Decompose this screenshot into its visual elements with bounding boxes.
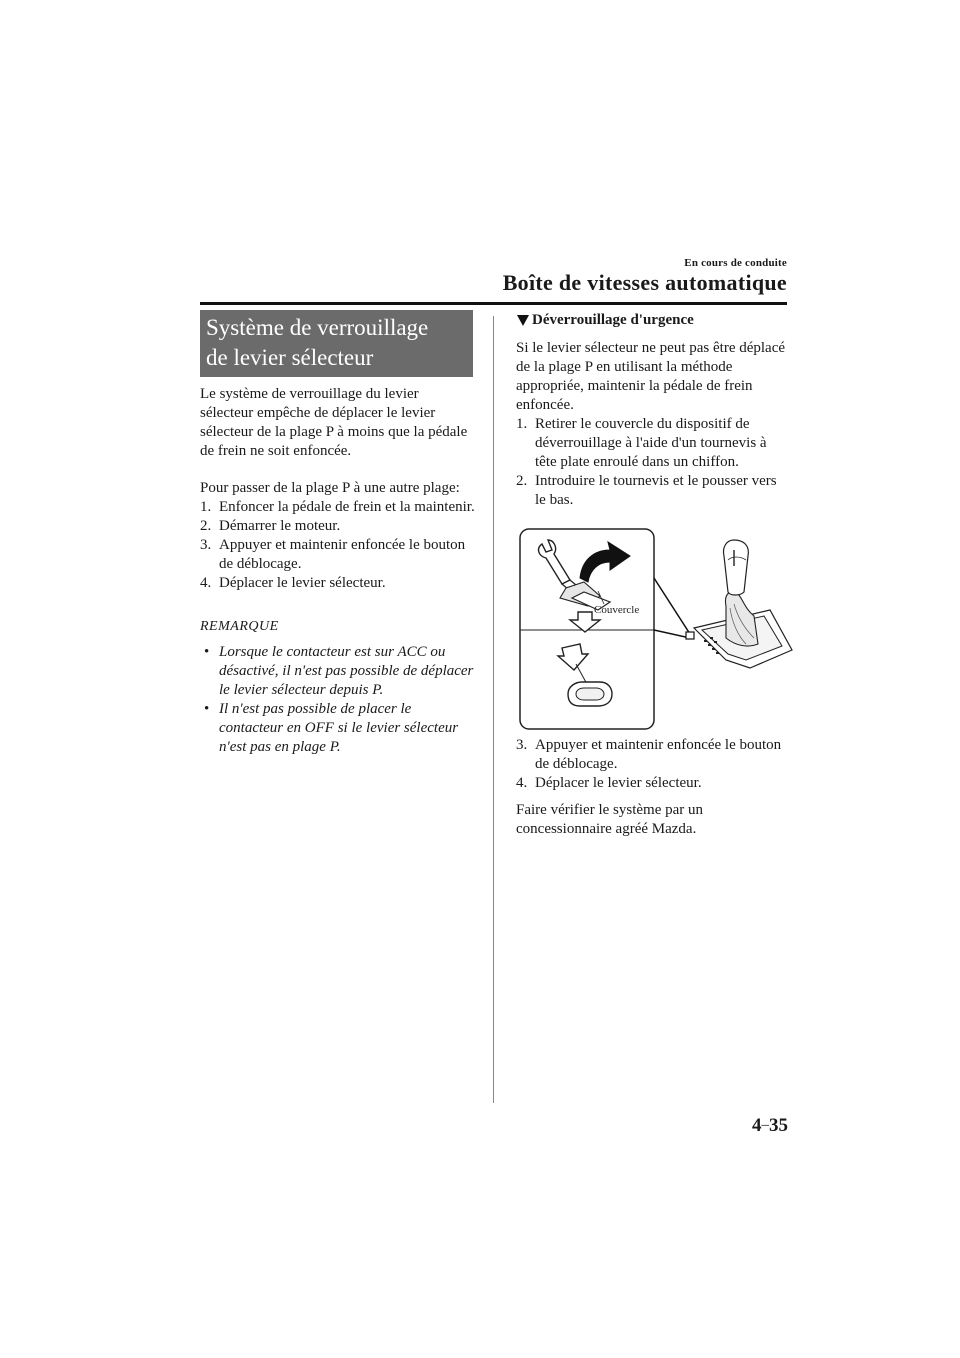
- page-number: 4–35: [752, 1115, 788, 1136]
- shift-steps-list: [200, 498, 475, 593]
- header-rule: [200, 302, 787, 305]
- emergency-intro-paragraph: Si le levier sélecteur ne peut pas être déplacé de la plage P en utilisant la méthode appropriée, maintenir la pédale de frein enfoncée.: [516, 340, 786, 413]
- section-title-banner: [200, 310, 473, 377]
- page-title: Boîte de vitesses automatique: [502, 270, 787, 295]
- sub-heading: Déverrouillage d'urgence: [516, 312, 791, 329]
- list-item: 3. Appuyer et maintenir enfoncée le bouton de déblocage.: [200, 537, 466, 572]
- list-item: 2. Introduire le tournevis et le pousser vers le bas.: [516, 473, 777, 508]
- list-item: • Il n'est pas possible de placer le contacteur en OFF si le levier sélecteur n'est pas en plage P.: [204, 701, 459, 755]
- shift-lock-illustration: [518, 526, 798, 736]
- list-item: 2. Démarrer le moteur.: [200, 518, 341, 534]
- right-column: [516, 312, 791, 839]
- list-item: 3. Appuyer et maintenir enfoncée le bouton de déblocage.: [516, 737, 782, 772]
- illustration-svg: [518, 526, 798, 736]
- emergency-steps-list-continued: [516, 736, 791, 793]
- cover-label: Couvercle: [594, 604, 640, 616]
- section-title-line-1: Système de verrouillage: [206, 315, 429, 340]
- left-column: [200, 310, 475, 757]
- remark-notes-list: [200, 643, 475, 757]
- bullet-icon: •: [204, 644, 210, 660]
- shift-intro-paragraph: Pour passer de la plage P à une autre plage:: [200, 480, 460, 496]
- list-item: • Lorsque le contacteur est sur ACC ou désactivé, il n'est pas possible de déplacer le levier sélecteur depuis P.: [204, 644, 474, 698]
- column-divider: [493, 316, 494, 1103]
- remark-title: REMARQUE: [200, 619, 279, 634]
- bullet-icon: •: [204, 701, 210, 717]
- list-item: 4. Déplacer le levier sélecteur.: [516, 775, 702, 791]
- closing-paragraph: Faire vérifier le système par un concessionnaire agréé Mazda.: [516, 802, 704, 837]
- list-item: 1. Enfoncer la pédale de frein et la maintenir.: [200, 499, 475, 515]
- shift-lever-console: [694, 540, 792, 668]
- emergency-steps-list: [516, 415, 791, 510]
- triangle-down-icon: [517, 315, 529, 326]
- list-item: 4. Déplacer le levier sélecteur.: [200, 575, 386, 591]
- list-item: 1. Retirer le couvercle du dispositif de déverrouillage à l'aide d'un tournevis à tête plate enroulé dans un chiffon.: [516, 416, 767, 470]
- release-slot: [686, 632, 694, 639]
- intro-paragraph: Le système de verrouillage du levier sélecteur empêche de déplacer le levier sélecteur de la plage P à moins que la pédale de frein ne soit enfoncée.: [200, 386, 468, 459]
- chapter-label: En cours de conduite: [684, 257, 787, 269]
- section-title-line-2: de levier sélecteur: [206, 345, 374, 370]
